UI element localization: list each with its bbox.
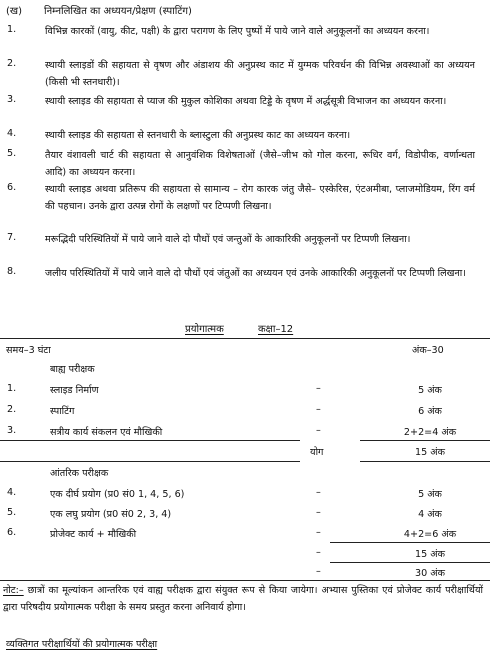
row-marks: 6 अंक	[418, 406, 442, 417]
row-number: 6.	[7, 527, 17, 538]
section-b-marker: (ख)	[6, 6, 22, 17]
section-rule-left	[0, 461, 300, 462]
row-label: सत्रीय कार्य संकलन एवं मौखिकी	[50, 427, 163, 438]
row-number: 5.	[7, 507, 17, 518]
item-text: तैयार वंशावली चार्ट की सहायता से आनुवंशिक विशेषताओं (जैसे–जीभ को गोल करना, रूधिर वर्ग, विडोपीक, वर्णान्धता आदि) का अध्ययन करना।	[45, 150, 475, 178]
grand-total-rule	[330, 562, 490, 563]
item-number: 1.	[7, 24, 17, 35]
item-number: 4.	[7, 128, 17, 139]
item-text: स्थायी स्लाइडों की सहायता से वृषण और अंडाशय की अनुप्रस्थ काट में युग्मक परिवर्धन की विभिन्न अवस्थाओं का अध्ययन (किसी भी स्तनधारी)।	[45, 60, 475, 88]
internal-total: 15 अंक	[415, 549, 445, 560]
item-number: 3.	[7, 94, 17, 105]
note-text: छात्रों का मूल्यांकन आन्तरिक एवं वाह्य परीक्षक द्वारा संयुक्त रूप से किया जायेगा। अभ्यास पुस्तिका एवं प्रोजेक्ट कार्य परीक्षार्थियों द्वारा परिषदीय प्रयोगात्मक परीक्षा के समय प्रस्तुत करना अनिवार्य होगा।	[3, 585, 483, 613]
row-number: 1.	[7, 383, 17, 394]
internal-total-rule	[330, 542, 490, 543]
internal-examiner-heading: आंतरिक परीक्षक	[50, 468, 109, 479]
grand-total: 30 अंक	[415, 568, 445, 579]
row-dash: –	[316, 487, 321, 498]
section-b-title: निम्नलिखित का अध्ययन/प्रेक्षण (स्पाटिंग)	[44, 6, 192, 17]
row-dash: –	[316, 383, 321, 394]
internal-total-dash: –	[316, 547, 321, 558]
item-number: 6.	[7, 182, 17, 193]
row-dash: –	[316, 404, 321, 415]
item-text: स्थायी स्लाइड की सहायता से स्तनधारी के ब्लास्टुला की अनुप्रस्थ काट का अध्ययन करना।	[45, 130, 351, 141]
row-marks: 5 अंक	[418, 489, 442, 500]
subtotal-rule-right	[360, 440, 490, 441]
total-label: योग	[310, 447, 324, 458]
item-text: मरूद्भिदी परिस्थितियों में पाये जाने वाले दो पौधों एवं जन्तुओं के आकारिकी अनुकूलनों पर टिप्पणी लिखना।	[45, 234, 411, 245]
row-label: स्पाटिंग	[50, 406, 75, 417]
exam-time: समय–3 घंटा	[6, 345, 51, 356]
row-number: 2.	[7, 404, 17, 415]
top-rule	[0, 338, 490, 339]
row-label: एक दीर्घ प्रयोग (प्र0 सं0 1, 4, 5, 6)	[50, 489, 185, 500]
row-label: स्लाइड निर्माण	[50, 385, 99, 396]
practical-title: प्रयोगात्मक	[185, 324, 224, 335]
item-text: विभिन्न कारकों (वायु, कीट, पक्षी) के द्वारा परागण के लिए पुष्पों में पाये जाने वाले अनुकूलनों का अध्ययन करना।	[45, 26, 430, 37]
row-number: 4.	[7, 487, 17, 498]
note-paragraph	[3, 583, 483, 616]
section-b-heading	[6, 3, 192, 17]
item-text: स्थायी स्लाइड की सहायता से प्याज की मुकुल कोशिका अथवा टिड्डे के वृषण में अर्द्धसूत्री विभाजन का अध्ययन करना।	[45, 96, 447, 107]
individual-exam-heading: व्यक्तिगत परीक्षार्थियों की प्रयोगात्मक परीक्षा	[6, 639, 158, 650]
row-marks: 4 अंक	[418, 509, 442, 520]
external-examiner-heading: बाह्य परीक्षक	[50, 364, 95, 375]
row-marks: 4+2=6 अंक	[403, 529, 457, 540]
note-rule	[0, 580, 490, 581]
row-dash: –	[316, 507, 321, 518]
external-total: 15 अंक	[415, 447, 445, 458]
row-label: एक लघु प्रयोग (प्र0 सं0 2, 3, 4)	[50, 509, 172, 520]
row-marks: 2+2=4 अंक	[403, 427, 457, 438]
item-number: 5.	[7, 148, 17, 159]
item-text: जलीय परिस्थितियों में पाये जाने वाले दो पौधों एवं जंतुओं का अध्ययन एवं उनके आकारिकी अनुकूलनों पर टिप्पणी लिखना।	[45, 268, 466, 279]
item-number: 2.	[7, 58, 17, 69]
note-label: नोट:–	[3, 585, 24, 596]
item-number: 7.	[7, 232, 17, 243]
row-label: प्रोजेक्ट कार्य + मौखिकी	[50, 529, 137, 540]
class-label: कक्षा–12	[258, 324, 294, 335]
row-dash: –	[316, 527, 321, 538]
row-dash: –	[316, 425, 321, 436]
subtotal-rule-left	[0, 440, 300, 441]
item-number: 8.	[7, 266, 17, 277]
row-marks: 5 अंक	[418, 385, 442, 396]
grand-total-dash: –	[316, 566, 321, 577]
total-marks: अंक–30	[412, 345, 444, 356]
section-rule-right	[360, 461, 490, 462]
item-text: स्थायी स्लाइड अथवा प्रतिरूप की सहायता से सामान्य – रोग कारक जंतु जैसे– एस्केरिस, एंटअमीबा, प्लाजमोडियम, रिंग वर्म की पहचान। उनके द्वारा उत्पन्न रोगों के लक्षणों पर टिप्पणी लिखना।	[45, 184, 475, 212]
row-number: 3.	[7, 425, 17, 436]
